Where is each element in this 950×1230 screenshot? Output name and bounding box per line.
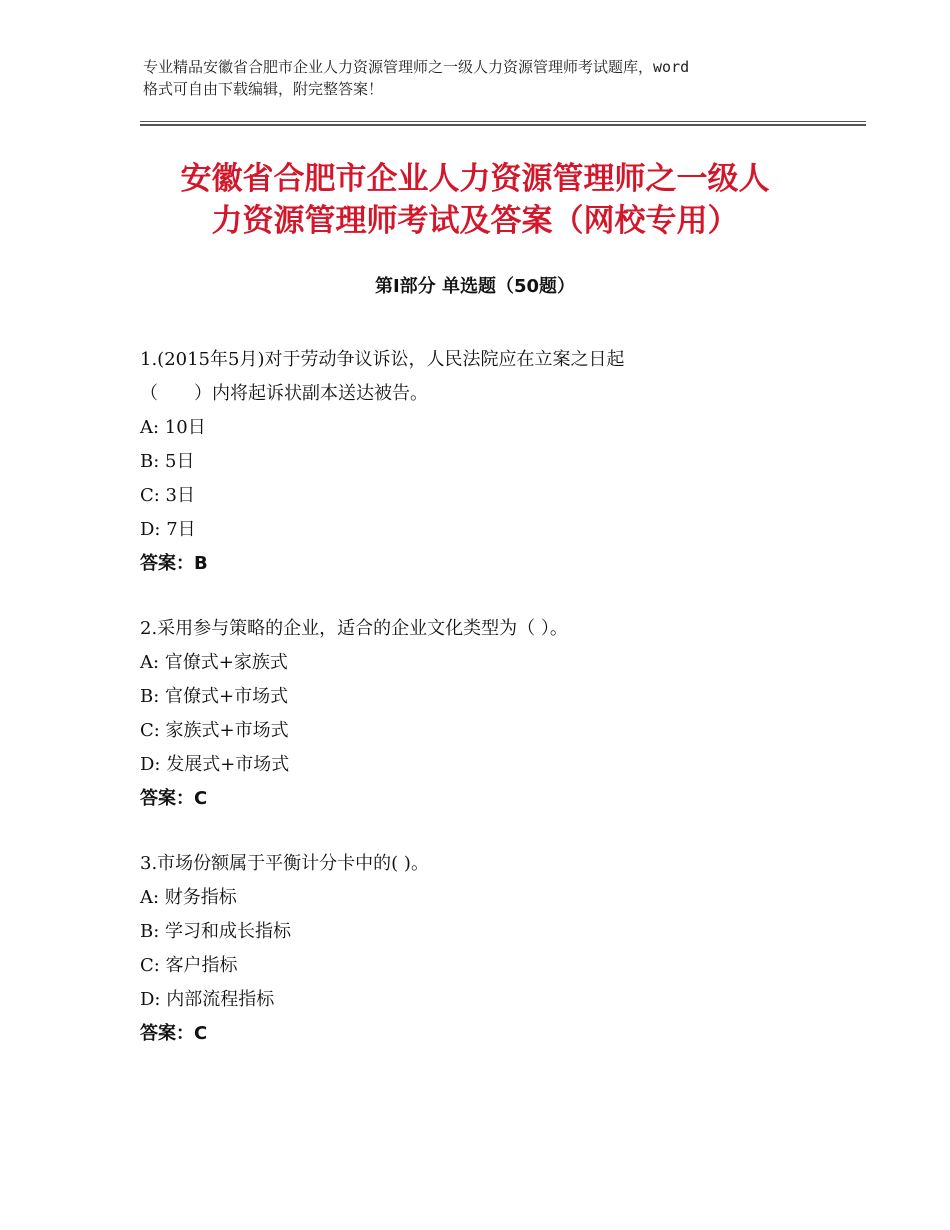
header-divider-thin — [140, 121, 866, 122]
option-b: B: 官僚式+市场式 — [140, 686, 289, 707]
question-stem-line: 1.(2015年5月)对于劳动争议诉讼，人民法院应在立案之日起 — [140, 349, 625, 370]
question-3 — [140, 847, 840, 1051]
question-1 — [140, 343, 840, 581]
question-stem-line: （ ）内将起诉状副本送达被告。 — [140, 383, 428, 404]
question-stem-line: 2.采用参与策略的企业，适合的企业文化类型为（ ）。 — [140, 618, 568, 639]
question-list — [140, 343, 840, 1082]
answer: 答案：B — [140, 553, 208, 574]
document-title — [0, 158, 950, 242]
header-divider-thick — [140, 124, 866, 126]
option-d: D: 发展式+市场式 — [140, 754, 290, 775]
header-note — [143, 56, 843, 100]
option-a: A: 财务指标 — [140, 887, 237, 908]
answer: 答案：C — [140, 788, 208, 809]
option-d: D: 内部流程指标 — [140, 989, 275, 1010]
header-note-line-2: 格式可自由下载编辑，附完整答案！ — [143, 80, 384, 98]
option-b: B: 5日 — [140, 451, 195, 472]
document-title-line-2: 力资源管理师考试及答案（网校专用） — [211, 203, 739, 239]
option-a: A: 官僚式+家族式 — [140, 652, 288, 673]
answer: 答案：C — [140, 1023, 208, 1044]
option-c: C: 客户指标 — [140, 955, 238, 976]
header-note-line-1: 专业精品安徽省合肥市企业人力资源管理师之一级人力资源管理师考试题库，word — [143, 58, 690, 76]
option-c: C: 3日 — [140, 485, 196, 506]
option-b: B: 学习和成长指标 — [140, 921, 292, 942]
option-a: A: 10日 — [140, 417, 206, 438]
question-2 — [140, 612, 840, 816]
document-title-line-1: 安徽省合肥市企业人力资源管理师之一级人 — [180, 161, 770, 197]
option-c: C: 家族式+市场式 — [140, 720, 289, 741]
section-title: 第Ⅰ部分 单选题（50题） — [374, 276, 575, 297]
question-stem-line: 3.市场份额属于平衡计分卡中的( )。 — [140, 853, 429, 874]
option-d: D: 7日 — [140, 519, 196, 540]
